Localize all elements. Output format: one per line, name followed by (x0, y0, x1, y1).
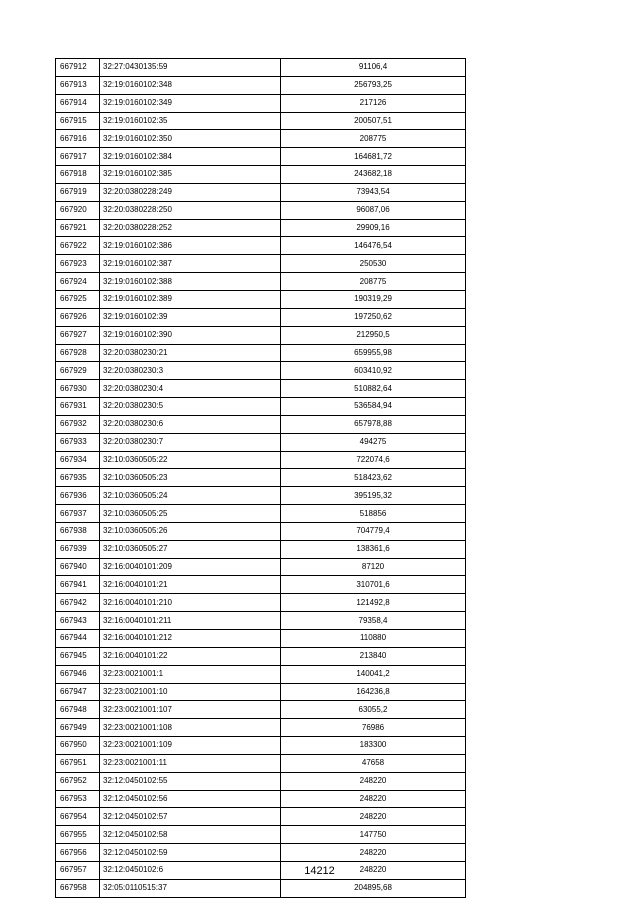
row-id-cell: 667951 (56, 754, 100, 772)
value-cell: 208775 (281, 130, 466, 148)
table-row (56, 647, 466, 665)
cadastral-number-cell: 32:23:0021001:1 (100, 665, 281, 683)
row-id-cell: 667930 (56, 380, 100, 398)
table-row (56, 255, 466, 273)
cadastral-number-cell: 32:23:0021001:11 (100, 754, 281, 772)
cadastral-number-cell: 32:19:0160102:384 (100, 148, 281, 166)
cadastral-number-cell: 32:16:0040101:22 (100, 647, 281, 665)
row-id-cell: 667913 (56, 76, 100, 94)
value-cell: 146476,54 (281, 237, 466, 255)
cadastral-number-cell: 32:20:0380230:21 (100, 344, 281, 362)
row-id-cell: 667928 (56, 344, 100, 362)
table-row (56, 326, 466, 344)
cadastral-number-cell: 32:16:0040101:210 (100, 594, 281, 612)
cadastral-number-cell: 32:12:0450102:6 (100, 861, 281, 879)
value-cell: 91106,4 (281, 59, 466, 77)
table-row (56, 201, 466, 219)
cadastral-number-cell: 32:20:0380230:6 (100, 415, 281, 433)
cadastral-number-cell: 32:20:0380228:252 (100, 219, 281, 237)
row-id-cell: 667942 (56, 594, 100, 612)
cadastral-number-cell: 32:20:0380228:250 (100, 201, 281, 219)
value-cell: 603410,92 (281, 362, 466, 380)
row-id-cell: 667922 (56, 237, 100, 255)
table-row (56, 166, 466, 184)
value-cell: 183300 (281, 737, 466, 755)
value-cell: 494275 (281, 433, 466, 451)
value-cell: 79358,4 (281, 612, 466, 630)
table-row (56, 683, 466, 701)
row-id-cell: 667931 (56, 398, 100, 416)
cadastral-number-cell: 32:23:0021001:10 (100, 683, 281, 701)
value-cell: 204895,68 (281, 879, 466, 897)
row-id-cell: 667936 (56, 487, 100, 505)
value-cell: 243682,18 (281, 166, 466, 184)
cadastral-number-cell: 32:10:0360505:26 (100, 522, 281, 540)
row-id-cell: 667934 (56, 451, 100, 469)
value-cell: 659955,98 (281, 344, 466, 362)
table-row (56, 469, 466, 487)
value-cell: 722074,6 (281, 451, 466, 469)
cadastral-number-cell: 32:19:0160102:386 (100, 237, 281, 255)
cadastral-number-cell: 32:19:0160102:349 (100, 94, 281, 112)
table-row (56, 451, 466, 469)
row-id-cell: 667914 (56, 94, 100, 112)
cadastral-number-cell: 32:10:0360505:22 (100, 451, 281, 469)
row-id-cell: 667939 (56, 540, 100, 558)
value-cell: 121492,8 (281, 594, 466, 612)
row-id-cell: 667937 (56, 505, 100, 523)
cadastral-number-cell: 32:10:0360505:24 (100, 487, 281, 505)
cadastral-number-cell: 32:19:0160102:39 (100, 308, 281, 326)
row-id-cell: 667947 (56, 683, 100, 701)
table-row (56, 879, 466, 897)
table-row (56, 398, 466, 416)
value-cell: 248220 (281, 861, 466, 879)
row-id-cell: 667929 (56, 362, 100, 380)
cadastral-number-cell: 32:23:0021001:108 (100, 719, 281, 737)
table-row (56, 737, 466, 755)
table-row (56, 344, 466, 362)
value-cell: 213840 (281, 647, 466, 665)
row-id-cell: 667918 (56, 166, 100, 184)
table-row (56, 308, 466, 326)
row-id-cell: 667924 (56, 273, 100, 291)
row-id-cell: 667933 (56, 433, 100, 451)
table-row (56, 772, 466, 790)
value-cell: 197250,62 (281, 308, 466, 326)
table-row (56, 630, 466, 648)
table-row (56, 362, 466, 380)
row-id-cell: 667920 (56, 201, 100, 219)
cadastral-number-cell: 32:19:0160102:35 (100, 112, 281, 130)
row-id-cell: 667949 (56, 719, 100, 737)
row-id-cell: 667926 (56, 308, 100, 326)
cadastral-number-cell: 32:19:0160102:348 (100, 76, 281, 94)
row-id-cell: 667919 (56, 183, 100, 201)
row-id-cell: 667941 (56, 576, 100, 594)
row-id-cell: 667945 (56, 647, 100, 665)
table-row (56, 76, 466, 94)
table-row (56, 522, 466, 540)
value-cell: 208775 (281, 273, 466, 291)
table-row (56, 576, 466, 594)
row-id-cell: 667946 (56, 665, 100, 683)
cadastral-number-cell: 32:12:0450102:55 (100, 772, 281, 790)
cadastral-number-cell: 32:20:0380230:4 (100, 380, 281, 398)
cadastral-number-cell: 32:19:0160102:385 (100, 166, 281, 184)
value-cell: 395195,32 (281, 487, 466, 505)
table-row (56, 433, 466, 451)
cadastral-number-cell: 32:19:0160102:350 (100, 130, 281, 148)
table-row (56, 612, 466, 630)
row-id-cell: 667950 (56, 737, 100, 755)
cadastral-number-cell: 32:19:0160102:387 (100, 255, 281, 273)
cadastral-number-cell: 32:20:0380228:249 (100, 183, 281, 201)
table-row (56, 487, 466, 505)
row-id-cell: 667943 (56, 612, 100, 630)
row-id-cell: 667938 (56, 522, 100, 540)
table-row (56, 505, 466, 523)
value-cell: 76986 (281, 719, 466, 737)
cadastral-number-cell: 32:23:0021001:107 (100, 701, 281, 719)
value-cell: 140041,2 (281, 665, 466, 683)
value-cell: 147750 (281, 826, 466, 844)
value-cell: 63055,2 (281, 701, 466, 719)
table-row (56, 594, 466, 612)
table-row (56, 844, 466, 862)
cadastral-number-cell: 32:19:0160102:389 (100, 290, 281, 308)
cadastral-number-cell: 32:16:0040101:212 (100, 630, 281, 648)
row-id-cell: 667932 (56, 415, 100, 433)
table-row (56, 148, 466, 166)
value-cell: 138361,6 (281, 540, 466, 558)
value-cell: 217126 (281, 94, 466, 112)
table-row (56, 94, 466, 112)
value-cell: 256793,25 (281, 76, 466, 94)
table-row (56, 273, 466, 291)
cadastral-number-cell: 32:20:0380230:5 (100, 398, 281, 416)
table-row (56, 380, 466, 398)
value-cell: 536584,94 (281, 398, 466, 416)
value-cell: 657978,88 (281, 415, 466, 433)
table-row (56, 112, 466, 130)
row-id-cell: 667948 (56, 701, 100, 719)
value-cell: 164681,72 (281, 148, 466, 166)
row-id-cell: 667923 (56, 255, 100, 273)
table-row (56, 701, 466, 719)
table-row (56, 558, 466, 576)
row-id-cell: 667944 (56, 630, 100, 648)
table-body (56, 59, 466, 898)
value-cell: 87120 (281, 558, 466, 576)
table-row (56, 665, 466, 683)
row-id-cell: 667955 (56, 826, 100, 844)
cadastral-number-cell: 32:12:0450102:58 (100, 826, 281, 844)
value-cell: 704779,4 (281, 522, 466, 540)
row-id-cell: 667921 (56, 219, 100, 237)
table-row (56, 183, 466, 201)
row-id-cell: 667927 (56, 326, 100, 344)
table-row (56, 826, 466, 844)
cadastral-number-cell: 32:12:0450102:57 (100, 808, 281, 826)
value-cell: 518856 (281, 505, 466, 523)
table-row (56, 808, 466, 826)
row-id-cell: 667915 (56, 112, 100, 130)
cadastral-number-cell: 32:19:0160102:390 (100, 326, 281, 344)
cadastral-number-cell: 32:16:0040101:21 (100, 576, 281, 594)
cadastral-number-cell: 32:16:0040101:211 (100, 612, 281, 630)
value-cell: 29909,16 (281, 219, 466, 237)
row-id-cell: 667958 (56, 879, 100, 897)
value-cell: 248220 (281, 790, 466, 808)
row-id-cell: 667925 (56, 290, 100, 308)
row-id-cell: 667957 (56, 861, 100, 879)
row-id-cell: 667916 (56, 130, 100, 148)
table-row (56, 237, 466, 255)
cadastral-number-cell: 32:16:0040101:209 (100, 558, 281, 576)
value-cell: 200507,51 (281, 112, 466, 130)
table-row (56, 790, 466, 808)
value-cell: 96087,06 (281, 201, 466, 219)
row-id-cell: 667952 (56, 772, 100, 790)
table-row (56, 290, 466, 308)
page-number: 14212 (304, 865, 335, 877)
table-row (56, 219, 466, 237)
cadastral-number-cell: 32:27:0430135:59 (100, 59, 281, 77)
value-cell: 250530 (281, 255, 466, 273)
table-row (56, 540, 466, 558)
value-cell: 47658 (281, 754, 466, 772)
cadastral-number-cell: 32:10:0360505:23 (100, 469, 281, 487)
value-cell: 248220 (281, 844, 466, 862)
value-cell: 73943,54 (281, 183, 466, 201)
row-id-cell: 667940 (56, 558, 100, 576)
value-cell: 110880 (281, 630, 466, 648)
table-row (56, 59, 466, 77)
cadastral-number-cell: 32:10:0360505:25 (100, 505, 281, 523)
cadastral-number-cell: 32:10:0360505:27 (100, 540, 281, 558)
cadastral-number-cell: 32:20:0380230:7 (100, 433, 281, 451)
table-row (56, 415, 466, 433)
row-id-cell: 667956 (56, 844, 100, 862)
cadastral-number-cell: 32:19:0160102:388 (100, 273, 281, 291)
row-id-cell: 667917 (56, 148, 100, 166)
table-row (56, 719, 466, 737)
value-cell: 510882,64 (281, 380, 466, 398)
value-cell: 310701,6 (281, 576, 466, 594)
row-id-cell: 667935 (56, 469, 100, 487)
row-id-cell: 667953 (56, 790, 100, 808)
table-row (56, 130, 466, 148)
value-cell: 212950,5 (281, 326, 466, 344)
cadastral-number-cell: 32:23:0021001:109 (100, 737, 281, 755)
table-row (56, 754, 466, 772)
cadastral-number-cell: 32:12:0450102:56 (100, 790, 281, 808)
row-id-cell: 667954 (56, 808, 100, 826)
value-cell: 164236,8 (281, 683, 466, 701)
value-cell: 248220 (281, 772, 466, 790)
value-cell: 190319,29 (281, 290, 466, 308)
row-id-cell: 667912 (56, 59, 100, 77)
cadastral-number-cell: 32:20:0380230:3 (100, 362, 281, 380)
value-cell: 248220 (281, 808, 466, 826)
data-table (55, 58, 466, 898)
value-cell: 518423,62 (281, 469, 466, 487)
cadastral-number-cell: 32:05:0110515:37 (100, 879, 281, 897)
cadastral-number-cell: 32:12:0450102:59 (100, 844, 281, 862)
